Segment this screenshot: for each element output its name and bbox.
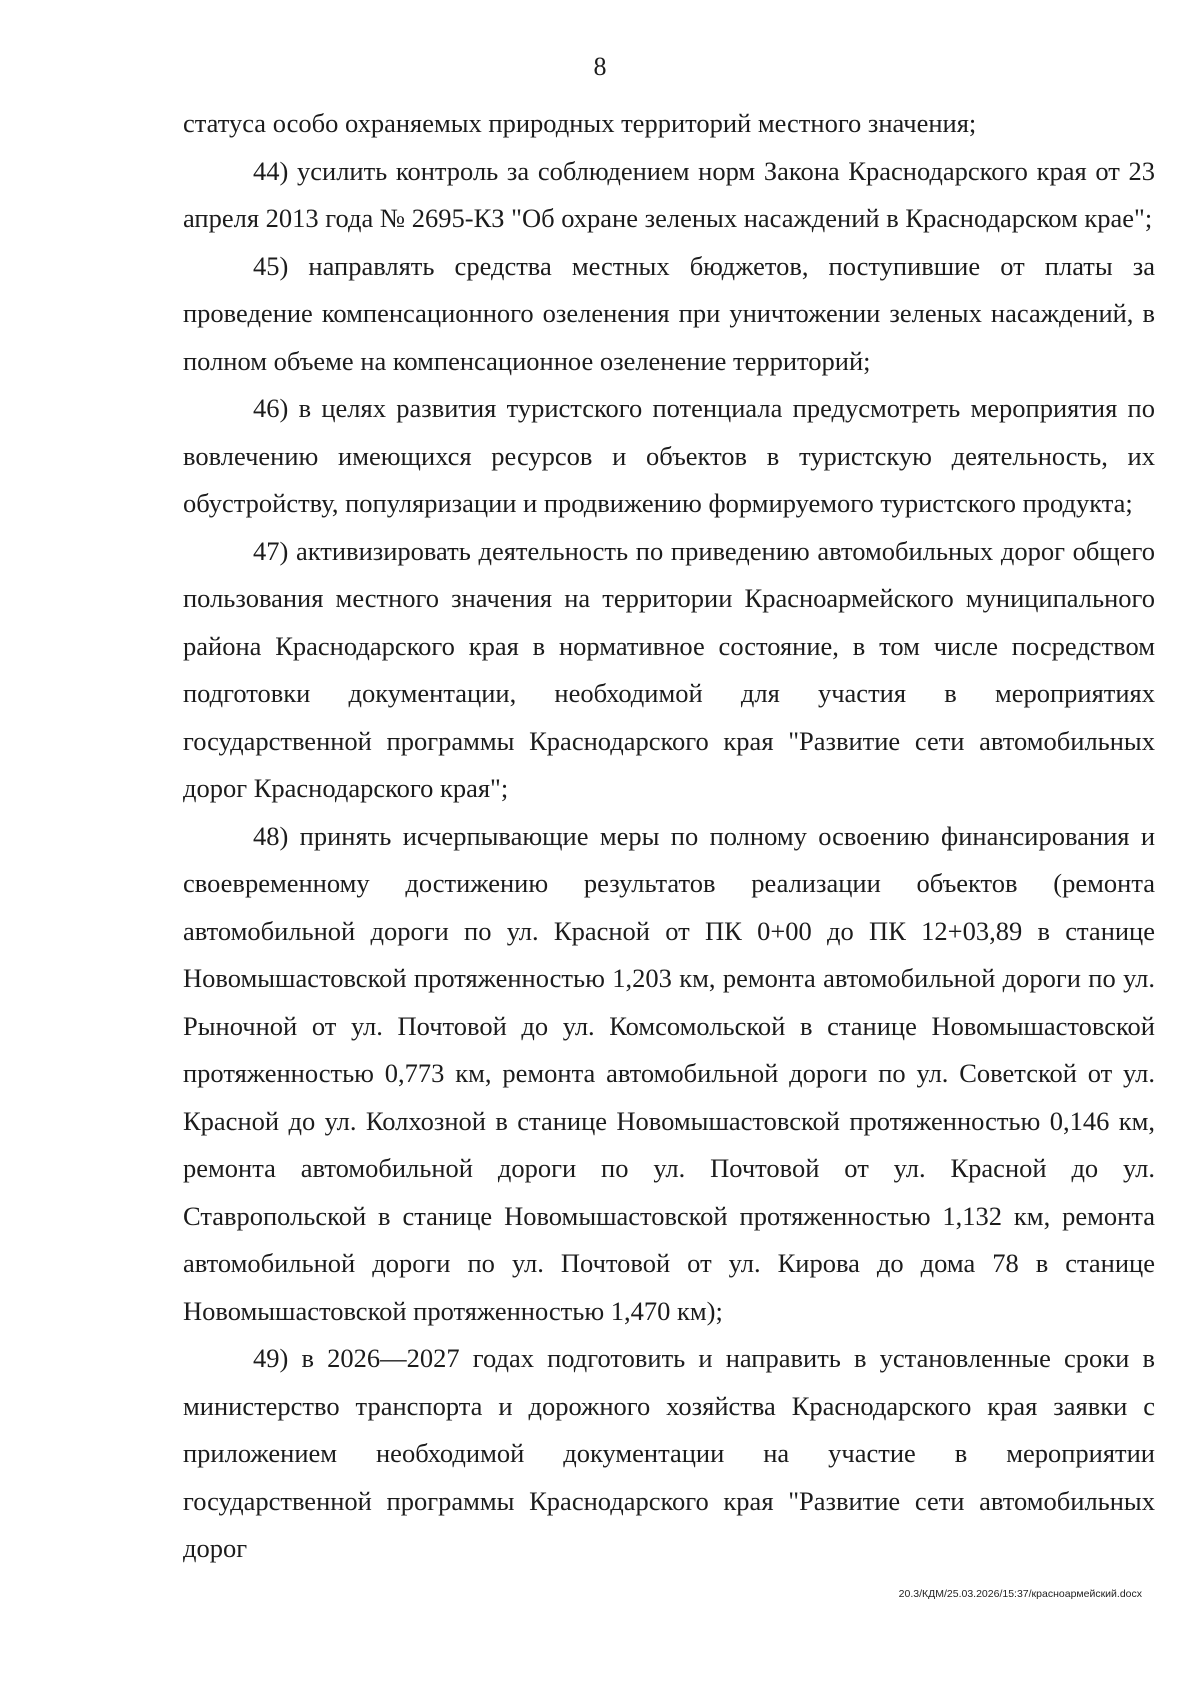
paragraph-continuation: статуса особо охраняемых природных территорий местного значения; xyxy=(183,108,977,138)
page-number: 8 xyxy=(593,52,607,81)
paragraph-47: 47) активизировать деятельность по приведению автомобильных дорог общего пользования местного значения на территории Красноармейского муниципального района Краснодарского края в нормативное состояние, в том числе посредством подготовки документации, необходимой для участия в мероприятиях государственной программы Краснодарского края "Развитие сети автомобильных дорог Краснодарского края"; xyxy=(183,535,1155,803)
paragraph-49: 49) в 2026—2027 годах подготовить и направить в установленные сроки в министерство транспорта и дорожного хозяйства Краснодарского края заявки с приложением необходимой документации на участие в мероприятии государственной программы Краснодарского края "Развитие сети автомобильных дорог xyxy=(183,1343,1155,1563)
paragraph-48: 48) принять исчерпывающие меры по полному освоению финансирования и своевременному достижению результатов реализации объектов (ремонта автомобильной дороги по ул. Красной от ПК 0+00 до ПК 12+03,89 в станице Новомышастовской протяженностью 1,203 км, ремонта автомобильной дороги по ул. Рыночной от ул. Почтовой до ул. Комсомольской в станице Новомышастовской протяженностью 0,773 км, ремонта автомобильной дороги по ул. Советской от ул. Красной до ул. Колхозной в станице Новомышастовской протяженностью 0,146 км, ремонта автомобильной дороги по ул. Почтовой от ул. Красной до ул. Ставропольской в станице Новомышастовской протяженностью 1,132 км, ремонта автомобильной дороги по ул. Почтовой от ул. Кирова до дома 78 в станице Новомышастовской протяженностью 1,470 км); xyxy=(183,820,1155,1326)
paragraph-46: 46) в целях развития туристского потенциала предусмотреть мероприятия по вовлечению имеющихся ресурсов и объектов в туристскую деятельность, их обустройству, популяризации и продвижению формируемого туристского продукта; xyxy=(183,393,1155,518)
paragraph-44: 44) усилить контроль за соблюдением норм Закона Краснодарского края от 23 апреля 2013 года № 2695-КЗ "Об охране зеленых насаждений в Краснодарском крае"; xyxy=(183,155,1155,233)
document-body xyxy=(183,100,1155,1573)
footer-file-stamp: 20.3/КДМ/25.03.2026/15:37/красноармейский.docx xyxy=(898,1588,1142,1600)
paragraph-45: 45) направлять средства местных бюджетов, поступившие от платы за проведение компенсационного озеленения при уничтожении зеленых насаждений, в полном объеме на компенсационное озеленение территорий; xyxy=(183,250,1155,376)
